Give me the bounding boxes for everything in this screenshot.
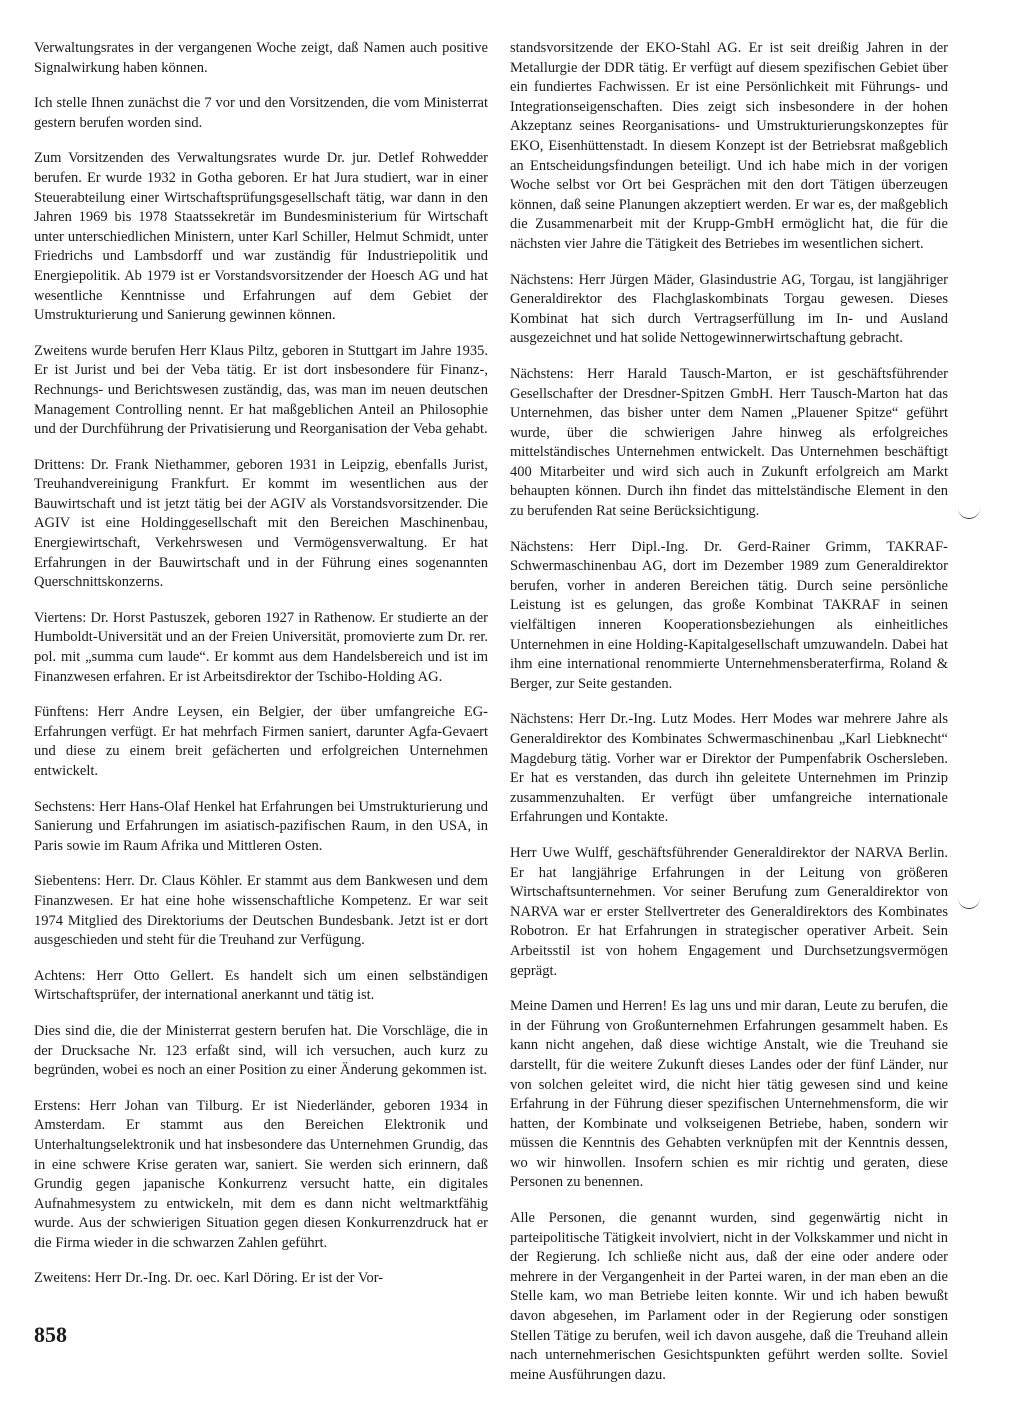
paragraph: Nächstens: Herr Jürgen Mäder, Glasindustrie AG, Torgau, ist langjähriger Generaldirektor des Flachglaskombinats Torgau gewesen. Dieses Kombinat hat sich durch Vertragserfüllung im In- und Ausland ausgezeichnet und hat solide Nettogewinnerwirtschaftung gebracht. bbox=[510, 271, 948, 347]
right-column bbox=[510, 39, 948, 1401]
paragraph: standsvorsitzende der EKO-Stahl AG. Er ist seit dreißig Jahren in der Metallurgie der DDR tätig. Er verfügt auf diesem spezifischen Gebiet über ein fundiertes Fachwissen. Er ist eine Persönlichkeit mit Führungs- und Integrationseigenschaften. Dies zeigt sich insbesondere in der hohen Akzeptanz seines Reorganisations- und Umstrukturierungskonzeptes für EKO, Eisenhüttenstadt. In diesem Konzept ist der Betriebsrat maßgeblich an Entscheidungsfindungen beteiligt. Und ich habe mich in der vorigen Woche selbst vor Ort bei Gesprächen mit den dort Tätigen überzeugen können, daß seine Planungen akzeptiert werden. Er war es, der maßgeblich die Zusammenarbeit mit der Krupp-GmbH ermöglicht hat, die für die nächsten vier Jahre die Tätigkeit des Betriebes im wesentlichen sichert. bbox=[510, 40, 948, 252]
paragraph: Nächstens: Herr Dr.-Ing. Lutz Modes. Herr Modes war mehrere Jahre als Generaldirektor des Kombinates Schwermaschinenbau „Karl Liebknecht“ Magdeburg tätig. Vorher war er Direktor der Pumpenfabrik Oschersleben. Er hat es verstanden, das durch ihn geleitete Unternehmen im Prinzip zusammenzuhalten. Er verfügt über umfangreiche internationale Erfahrungen und Kontakte. bbox=[510, 711, 948, 826]
margin-mark bbox=[958, 898, 980, 909]
paragraph: Fünftens: Herr Andre Leysen, ein Belgier, der über umfangreiche EG-Erfahrungen verfügt. Er hat mehrfach Firmen saniert, darunter Agfa-Gevaert und diese zu einem breit gefächerten und erfolgreichen Unternehmen entwickelt. bbox=[34, 704, 488, 779]
left-column bbox=[34, 39, 488, 1305]
paragraph: Meine Damen und Herren! Es lag uns und mir daran, Leute zu berufen, die in der Führung von Großunternehmen Erfahrungen gesammelt haben. Es kann nicht angehen, daß diese wichtige Anstalt, wie die Treuhand sie darstellt, für die weitere Zukunft dieses Landes oder der fünf Länder, nur von solchen geleitet wird, die nicht hier tätig gewesen sind und keine Erfahrung in der Führung dieser spezifischen Unternehmensform, die wir hatten, der Kombinate und volkseigenen Betriebe, haben, sondern wir müssen die Kenntnis des Gehabten verknüpfen mit der Kenntnis dessen, wo wir hinwollen. Insofern schien es mir richtig und geraten, diese Personen zu benennen. bbox=[510, 998, 948, 1191]
paragraph: Nächstens: Herr Dipl.-Ing. Dr. Gerd-Rainer Grimm, TAKRAF-Schwermaschinenbau AG, dort im Dezember 1989 zum Generaldirektor berufen, vorher in anderen Bereichen tätig. Durch seine persönliche Leistung ist es gelungen, das große Kombinat TAKRAF in seinen vielfältigen inneren Kooperationsbeziehungen als einheitliches Unternehmen in eine Holding-Kapitalgesellschaft umzuwandeln. Dabei hat ihm eine international renommierte Unternehmensberaterfirma, Roland & Berger, zur Seite gestanden. bbox=[510, 538, 948, 692]
paragraph: Drittens: Dr. Frank Niethammer, geboren 1931 in Leipzig, ebenfalls Jurist, Treuhandvereinigung Frankfurt. Er kommt im wesentlichen aus der Bauwirtschaft und ist jetzt tätig bei der AGIV als Vorstandsvorsitzender. Die AGIV ist eine Holdinggesellschaft mit den Bereichen Maschinenbau, Energiewirtschaft, Verkehrswesen und Vermögensverwaltung. Er hat Erfahrungen in der Bauwirtschaft und in der Führung eines sogenannten Querschnittskonzerns. bbox=[34, 456, 488, 591]
paragraph: Alle Personen, die genannt wurden, sind gegenwärtig nicht in parteipolitische Tätigkeit involviert, nicht in der Volkskammer und nicht in der Regierung. Ich schließe nicht aus, daß der eine oder andere oder mehrere in der Vergangenheit in der Partei waren, in der man eben an die Stelle kam, wo man Betriebe leiten konnte. Wir und ich haben bewußt davon abgesehen, im Parlament oder in der Regierung oder sonstigen Stellen Tätige zu berufen, weil ich davon ausgehe, daß die Treuhand allein nach unternehmerischen Gesichtspunkten geführt werden sollte. Soviel meine Ausführungen dazu. bbox=[510, 1210, 948, 1383]
paragraph: Verwaltungsrates in der vergangenen Woche zeigt, daß Namen auch positive Signalwirkung haben können. bbox=[34, 40, 488, 76]
paragraph: Dies sind die, die der Ministerrat gestern berufen hat. Die Vorschläge, die in der Drucksache Nr. 123 erfaßt sind, will ich versuchen, auch kurz zu begründen, wobei es noch an einer Position zu einer Änderung gekommen ist. bbox=[34, 1022, 488, 1079]
paragraph: Zweitens wurde berufen Herr Klaus Piltz, geboren in Stuttgart im Jahre 1935. Er ist Jurist und bei der Veba tätig. Er ist dort insbesondere für Finanz-, Rechnungs- und Berichtswesen zuständig, das, was man im neuen deutschen Management Controlling nennt. Er hat maßgeblichen Anteil an Philosophie und der Durchführung der Privatisierung und Reorganisation der Veba gehabt. bbox=[34, 342, 488, 438]
paragraph: Nächstens: Herr Harald Tausch-Marton, er ist geschäftsführender Gesellschafter der Dresdner-Spitzen GmbH. Herr Tausch-Marton hat das Unternehmen, das bisher unter dem Namen „Plauener Spitze“ geführt wurde, über die schwierigen Jahre hinweg als erfolgreiches mittelständisches Unternehmen entwickelt. Das Unternehmen beschäftigt 400 Mitarbeiter und wird sich auch in Zukunft erfolgreich am Markt behaupten können. Durch ihn findet das mittelständische Element in den zu berufenden Rat seine Berücksichtigung. bbox=[510, 365, 948, 520]
paragraph: Zweitens: Herr Dr.-Ing. Dr. oec. Karl Döring. Er ist der Vor- bbox=[34, 1270, 384, 1287]
margin-mark bbox=[958, 508, 980, 519]
paragraph: Zum Vorsitzenden des Verwaltungsrates wurde Dr. jur. Detlef Rohwedder berufen. Er wurde 1932 in Gotha geboren. Er hat Jura studiert, war in einer Steuerabteilung einer Wirtschaftsprüfungsgesellschaft tätig, war dann in den Jahren 1969 bis 1978 Staatssekretär im Bundesministerium für Wirtschaft unter unterschiedlichen Ministern, unter Karl Schiller, Helmut Schmidt, unter Friedrichs und Lambsdorff und war zuständig für Industriepolitik und Energiepolitik. Ab 1979 ist er Vorstandsvorsitzender der Hoesch AG und hat wesentliche Kenntnisse und Erfahrungen auf dem Gebiet der Umstrukturierung und Sanierung gewinnen können. bbox=[34, 150, 488, 324]
paragraph: Herr Uwe Wulff, geschäftsführender Generaldirektor der NARVA Berlin. Er hat langjährige Erfahrungen in der Leitung von größeren Wirtschaftsunternehmen. Vor seiner Berufung zum Generaldirektor von NARVA war er erster Stellvertreter des Generaldirektors des Kombinates Robotron. Er hat Erfahrungen in strategischer operativer Arbeit. Sein Arbeitsstil ist von hohem Engagement und Durchsetzungsvermögen geprägt. bbox=[510, 844, 948, 979]
paragraph: Siebentens: Herr. Dr. Claus Köhler. Er stammt aus dem Bankwesen und dem Finanzwesen. Er hat eine hohe wissenschaftliche Kompetenz. Er war seit 1974 Mitglied des Direktoriums der Deutschen Bundesbank. Jetzt ist er dort ausgeschieden und steht für die Treuhand zur Verfügung. bbox=[34, 873, 488, 949]
page-number: 858 bbox=[34, 1322, 67, 1347]
paragraph: Ich stelle Ihnen zunächst die 7 vor und den Vorsitzenden, die vom Ministerrat gestern berufen worden sind. bbox=[34, 95, 488, 131]
paragraph: Sechstens: Herr Hans-Olaf Henkel hat Erfahrungen bei Umstrukturierung und Sanierung und Erfahrungen im asiatisch-pazifischen Raum, in den USA, in Paris sowie im Raum Afrika und Mittleren Osten. bbox=[34, 798, 488, 854]
paragraph: Achtens: Herr Otto Gellert. Es handelt sich um einen selbständigen Wirtschaftsprüfer, der international anerkannt und tätig ist. bbox=[34, 967, 488, 1004]
paragraph: Viertens: Dr. Horst Pastuszek, geboren 1927 in Rathenow. Er studierte an der Humboldt-Universität und an der Freien Universität, promovierte zum Dr. rer. pol. mit „summa cum laude“. Er kommt aus dem Handelsbereich und ist im Finanzwesen erfahren. Er ist Arbeitsdirektor der Tschibo-Holding AG. bbox=[34, 609, 488, 685]
paragraph: Erstens: Herr Johan van Tilburg. Er ist Niederländer, geboren 1934 in Amsterdam. Er stammt aus den Bereichen Elektronik und Unterhaltungselektronik und hat insbesondere das Unternehmen Grundig, das in eine schwere Krise geraten war, saniert. Sie werden sich erinnern, daß Grundig gegen japanische Konkurrenz versucht hatte, ein digitales Aufnahmesystem zu entwickeln, mit dem es dann nicht weltmarktfähig wurde. Aus der schwierigen Situation gegen diesen Konkurrenzdruck hat er die Firma wieder in die schwarzen Zahlen geführt. bbox=[34, 1097, 488, 1251]
